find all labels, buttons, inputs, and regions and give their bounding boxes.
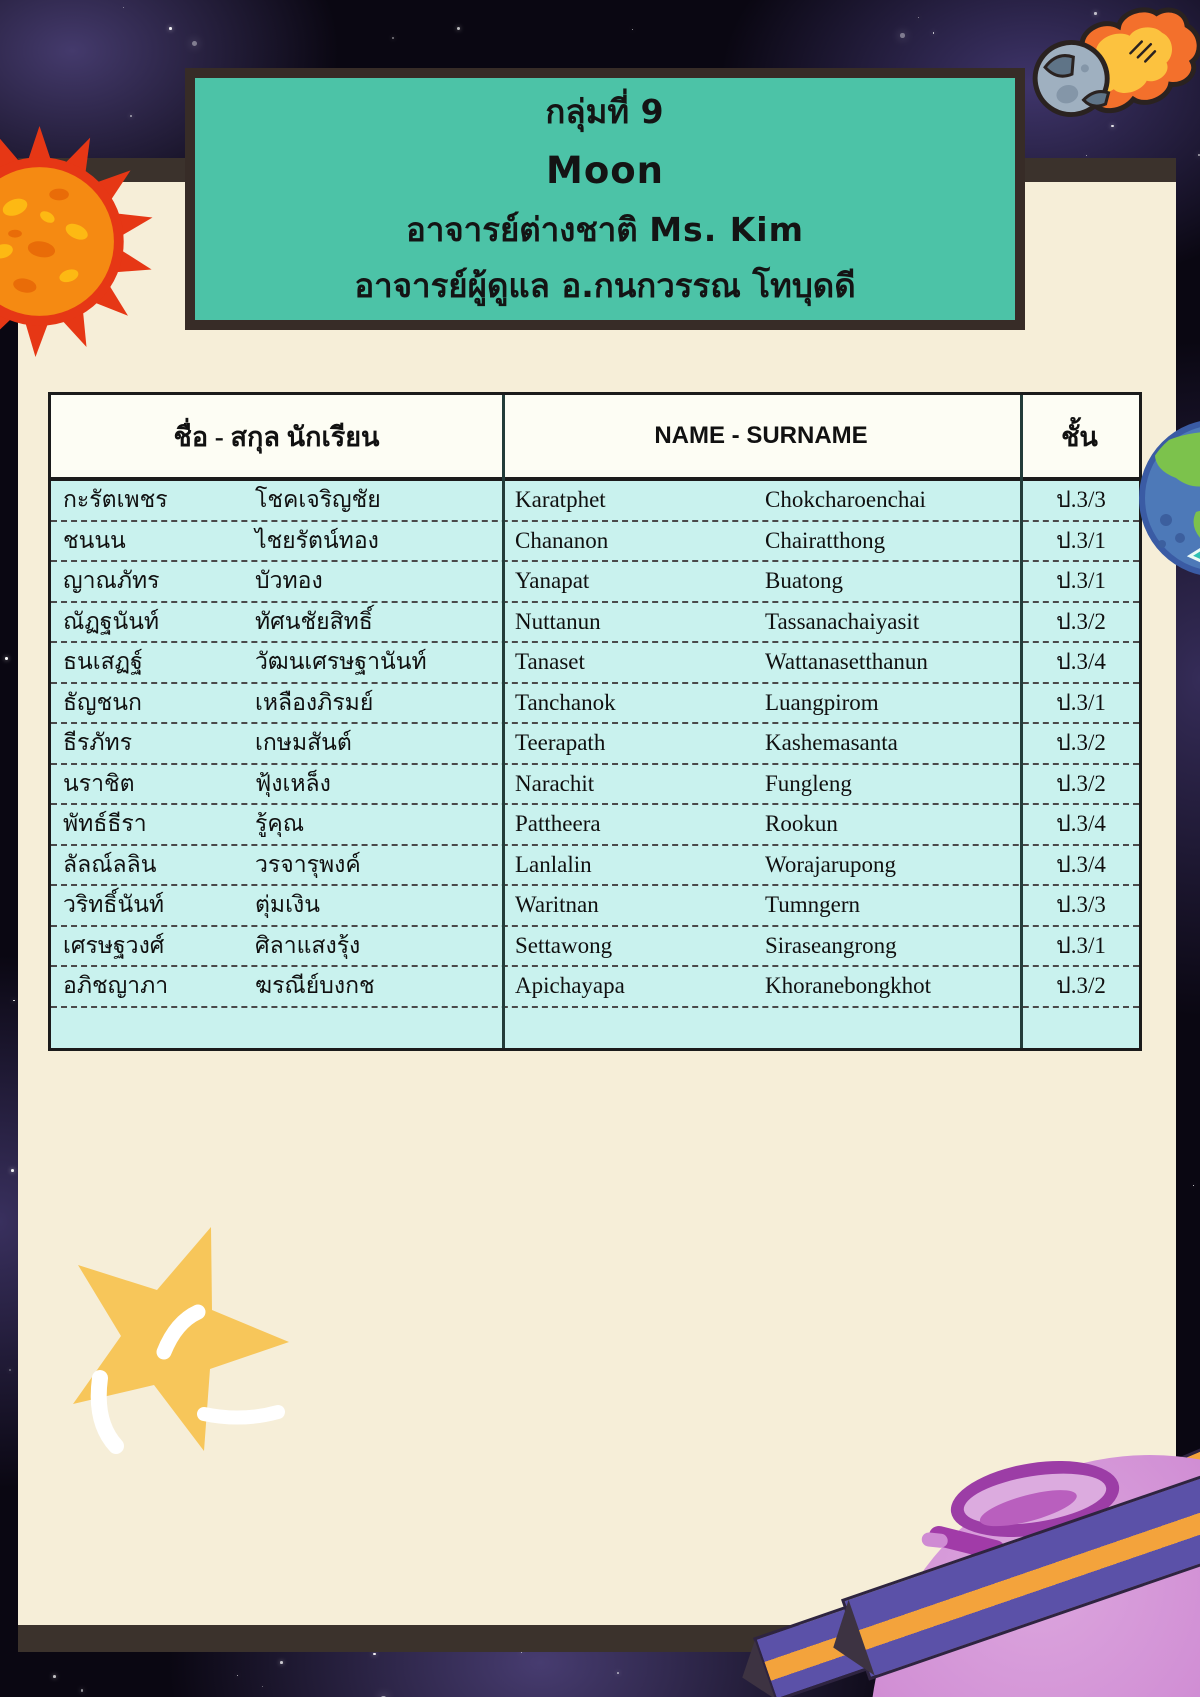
column-divider xyxy=(1020,395,1023,1048)
thai-surname: ไชยรัตน์ทอง xyxy=(255,527,379,553)
thai-surname: ตุ่มเงิน xyxy=(255,892,320,918)
column-divider xyxy=(502,395,505,1048)
thai-surname: วัฒนเศรษฐานันท์ xyxy=(255,649,427,675)
table-row xyxy=(51,927,1139,968)
class-level: ป.3/2 xyxy=(1056,973,1106,999)
thai-surname: ฆรณีย์บงกช xyxy=(255,973,375,999)
supervisor-line: อาจารย์ผู้ดูแล อ.กนกวรรณ โทบุดดี xyxy=(354,265,856,305)
thai-first-name: ชนนน xyxy=(63,527,126,553)
class-level: ป.3/4 xyxy=(1056,851,1106,877)
eng-surname: Siraseangrong xyxy=(765,932,897,958)
class-level: ป.3/3 xyxy=(1056,487,1106,513)
eng-first-name: Settawong xyxy=(515,932,613,958)
table-row xyxy=(51,481,1139,522)
table-row xyxy=(51,522,1139,563)
eng-surname: Wattanasetthanun xyxy=(765,649,928,675)
thai-first-name: ธนเสฏฐ์ xyxy=(63,649,143,675)
eng-first-name: Apichayapa xyxy=(515,973,625,999)
thai-first-name: ธัญชนก xyxy=(63,689,142,715)
group-name: Moon xyxy=(546,148,664,192)
eng-first-name: Pattheera xyxy=(515,811,601,837)
class-level: ป.3/1 xyxy=(1056,568,1106,594)
eng-surname: Fungleng xyxy=(765,770,852,796)
thai-surname: วรจารุพงค์ xyxy=(255,851,361,877)
table-row xyxy=(51,805,1139,846)
eng-first-name: Yanapat xyxy=(515,568,590,594)
class-level: ป.3/3 xyxy=(1056,892,1106,918)
class-level: ป.3/1 xyxy=(1056,527,1106,553)
table-row xyxy=(51,724,1139,765)
thai-surname: รู้คุณ xyxy=(255,811,305,837)
table-row xyxy=(51,846,1139,887)
eng-first-name: Nuttanun xyxy=(515,608,601,634)
comet-icon xyxy=(1012,0,1200,125)
table-header-row xyxy=(51,395,1139,481)
thai-first-name: ญาณภัทร xyxy=(63,568,160,594)
eng-surname: Kashemasanta xyxy=(765,730,898,756)
eng-surname: Chokcharoenchai xyxy=(765,487,926,513)
foreign-teacher-line: อาจารย์ต่างชาติ Ms. Kim xyxy=(406,209,804,249)
thai-surname: เหลืองภิรมย์ xyxy=(255,689,374,715)
eng-first-name: Lanlalin xyxy=(515,851,592,877)
table-row xyxy=(51,765,1139,806)
class-level: ป.3/2 xyxy=(1056,730,1106,756)
thai-first-name: อภิชญาภา xyxy=(63,973,169,999)
thai-first-name: ลัลณ์ลลิน xyxy=(63,851,157,877)
class-level: ป.3/2 xyxy=(1056,608,1106,634)
thai-first-name: ธีรภัทร xyxy=(63,730,133,756)
table-row xyxy=(51,886,1139,927)
thai-surname: บัวทอง xyxy=(255,568,323,594)
group-title-box xyxy=(185,68,1025,330)
table-row xyxy=(51,603,1139,644)
sun-icon xyxy=(0,124,157,359)
thai-surname: ศิลาแสงรุ้ง xyxy=(255,932,361,958)
eng-first-name: Karatphet xyxy=(515,487,606,513)
table-row xyxy=(51,967,1139,1008)
eng-surname: Luangpirom xyxy=(765,689,879,715)
eng-surname: Tumngern xyxy=(765,892,860,918)
eng-surname: Tassanachaiyasit xyxy=(765,608,920,634)
table-empty-row xyxy=(51,1008,1139,1049)
thai-surname: ทัศนชัยสิทธิ์ xyxy=(255,608,373,634)
eng-surname: Khoranebongkhot xyxy=(765,973,932,999)
table-row xyxy=(51,643,1139,684)
star-icon xyxy=(46,1200,296,1462)
eng-surname: Rookun xyxy=(765,811,838,837)
thai-first-name: นราชิต xyxy=(63,770,135,796)
class-level: ป.3/4 xyxy=(1056,649,1106,675)
eng-first-name: Tanchanok xyxy=(515,689,616,715)
eng-first-name: Tanaset xyxy=(515,649,585,675)
class-level: ป.3/1 xyxy=(1056,689,1106,715)
eng-first-name: Teerapath xyxy=(515,730,606,756)
eng-surname: Worajarupong xyxy=(765,851,896,877)
eng-surname: Chairatthong xyxy=(765,527,886,553)
earth-icon xyxy=(1136,416,1200,581)
column-header-class: ชั้น xyxy=(1061,421,1098,452)
table-row xyxy=(51,684,1139,725)
thai-surname: เกษมสันต์ xyxy=(255,730,352,756)
thai-surname: โชคเจริญชัย xyxy=(255,487,381,513)
thai-surname: ฟุ้งเหล็ง xyxy=(255,770,331,796)
thai-first-name: เศรษฐวงศ์ xyxy=(63,932,165,958)
thai-first-name: วริทธิ์นันท์ xyxy=(63,892,165,918)
class-level: ป.3/2 xyxy=(1056,770,1106,796)
eng-first-name: Narachit xyxy=(515,770,595,796)
student-table xyxy=(48,392,1142,1051)
column-header-name-surname: NAME - SURNAME xyxy=(654,422,868,449)
table-body xyxy=(51,481,1139,1048)
eng-first-name: Chananon xyxy=(515,527,609,553)
thai-first-name: กะรัตเพชร xyxy=(63,487,168,513)
thai-first-name: ณัฏฐนันท์ xyxy=(63,608,160,634)
class-level: ป.3/1 xyxy=(1056,932,1106,958)
table-row xyxy=(51,562,1139,603)
group-number-line: กลุ่มที่ 9 xyxy=(545,92,665,132)
eng-surname: Buatong xyxy=(765,568,843,594)
class-level: ป.3/4 xyxy=(1056,811,1106,837)
column-header-thai-name: ชื่อ - สกุล นักเรียน xyxy=(173,421,380,452)
thai-first-name: พัทธ์ธีรา xyxy=(63,811,147,837)
eng-first-name: Waritnan xyxy=(515,892,599,918)
